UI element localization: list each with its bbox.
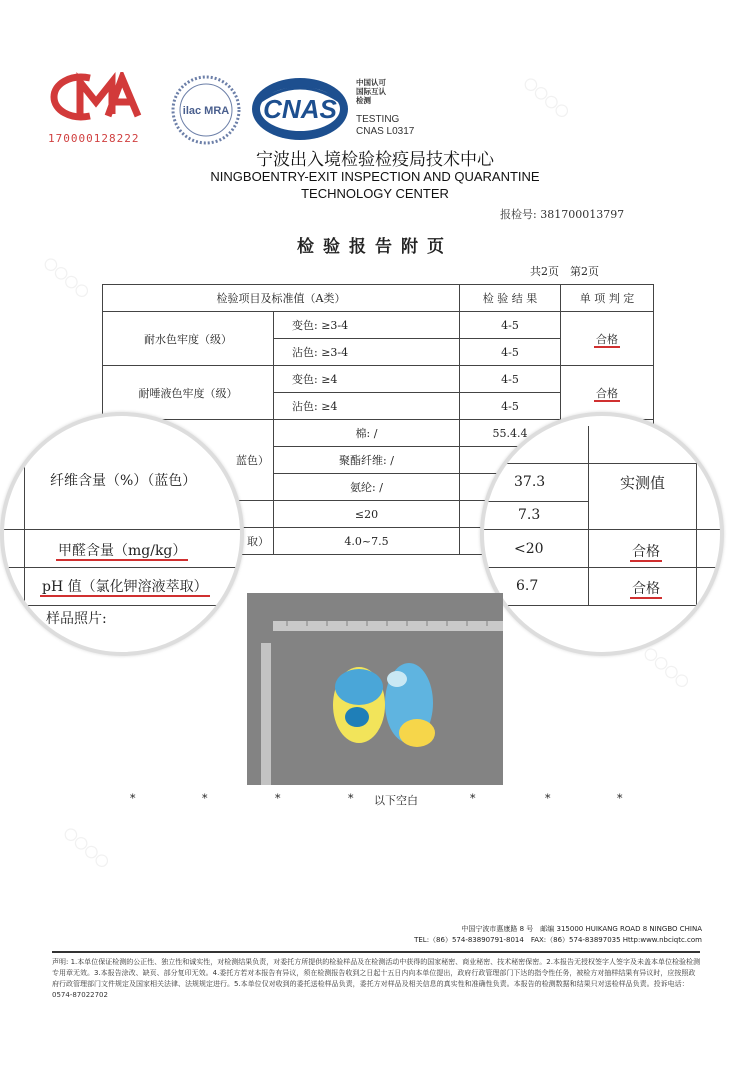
divider	[4, 605, 240, 606]
star-mark: *	[202, 792, 208, 805]
sample-photo-label: 样品照片:	[46, 611, 107, 627]
star-mark: *	[617, 792, 623, 805]
formaldehyde-label	[56, 540, 188, 560]
item-cell: 4.0~7.5	[274, 528, 460, 555]
contact-line: TEL:（86）574-83890791-8014 FAX:（86）574-83897035 Http:www.nbciqtc.com	[414, 936, 702, 944]
formaldehyde-text: 甲醛含量（mg/kg）	[58, 543, 187, 559]
divider	[484, 605, 720, 606]
cnas-en-line: TESTING	[356, 114, 400, 125]
divider	[484, 501, 588, 502]
fiber-value: 37.3	[514, 474, 546, 490]
magnifier-right	[480, 412, 724, 656]
footer-address	[380, 924, 702, 946]
ilac-mra-logo	[170, 74, 242, 146]
group-name: 耐唾液色牢度（级）	[103, 366, 274, 420]
table-row	[103, 312, 654, 339]
verdict-text: 合格	[596, 332, 618, 346]
result-cell: 55.4.4	[460, 420, 561, 447]
page-info: 共2页 第2页	[530, 265, 599, 278]
address-line: 中国宁波市惠康路 8 号 邮编 315000 HUIKANG ROAD 8 NINGBO CHINA	[461, 925, 702, 933]
table-row	[103, 366, 654, 393]
cnas-cn-line: 国际互认	[356, 87, 386, 96]
document-title: 检验报告附页	[297, 237, 453, 257]
fiber-fragment: 蓝色）	[236, 454, 269, 467]
verdict-text: 合格	[596, 386, 618, 400]
item-cell: 沾色: ≥4	[274, 393, 460, 420]
watermark: ◯◯◯◯	[61, 824, 112, 870]
svg-text:ilac MRA: ilac MRA	[182, 105, 230, 117]
ph-verdict	[630, 578, 662, 598]
org-name-cn: 宁波出入境检验检疫局技术中心	[256, 150, 494, 170]
formaldehyde-value: <20	[514, 541, 544, 557]
cma-logo	[50, 72, 142, 122]
sample-photo	[247, 593, 503, 785]
watermark: ◯◯◯◯	[41, 254, 92, 300]
star-mark: *	[348, 792, 354, 805]
divider	[484, 463, 720, 464]
divider	[4, 529, 240, 530]
ph-text: pH 值（氯化钾溶液萃取）	[42, 579, 208, 595]
org-name-en	[0, 168, 750, 202]
report-number: 报检号: 381700013797	[500, 208, 625, 221]
item-cell: 棉: /	[274, 420, 460, 447]
cma-number: 170000128222	[48, 132, 140, 145]
cnas-en-line: CNAS L0317	[356, 126, 415, 137]
divider	[484, 529, 720, 530]
header-result: 检 验 结 果	[460, 285, 561, 312]
item-cell: ≤20	[274, 501, 460, 528]
fiber-value: 7.3	[518, 507, 541, 523]
divider	[4, 567, 240, 568]
footer-divider	[52, 951, 700, 953]
cnas-logo	[250, 76, 350, 142]
cnas-chinese-text	[356, 78, 386, 105]
svg-text:CNAS: CNAS	[263, 94, 337, 124]
header-verdict: 单 项 判 定	[561, 285, 654, 312]
divider	[696, 426, 697, 606]
ph-fragment: 取）	[247, 535, 269, 548]
measured-label: 实测值	[620, 474, 666, 492]
formaldehyde-verdict	[630, 541, 662, 561]
org-name-en-line2: TECHNOLOGY CENTER	[301, 186, 449, 201]
footer-notice: 声明: 1.本单位保证检测的公正性、独立性和诚实性，对检测结果负责，对委托方所提供的检验样品及在检测活动中获得的国家秘密、商业秘密、技术秘密保密。2.本报告无授权签字人签字及未盖本单位检验检测专用章无效。3.本报告涂改、缺页、部分复印无效。4.委托方若对本报告有异议，须在检测报告收到之日起十五日内向本单位提出，政府行政管理部门下达的指令性任务，被检方对抽样结果有异议时，应按照政府行政管理部门文件规定及国家相关法律、法规规定进行。5.本单位仅对收到的委托送检样品负责，委托方对样品及相关信息的真实性和准确性负责。本报告的检测数据和结果只对送检样品负责。投诉电话：0574-87022702	[52, 958, 700, 999]
table-header-row	[103, 285, 654, 312]
watermark: ◯◯◯◯	[521, 74, 572, 120]
org-name-en-line1: NINGBOENTRY-EXIT INSPECTION AND QUARANTINE	[210, 169, 540, 184]
item-cell: 变色: ≥3-4	[274, 312, 460, 339]
item-cell: 聚酯纤维: /	[274, 447, 460, 474]
result-cell: 4-5	[460, 366, 561, 393]
magnifier-left	[0, 412, 244, 656]
divider	[484, 567, 720, 568]
ph-label	[40, 576, 210, 596]
result-cell: 4-5	[460, 312, 561, 339]
cnas-cn-line: 检测	[356, 96, 371, 105]
header-item: 检验项目及标准值（A类）	[103, 285, 460, 312]
star-mark: *	[130, 792, 136, 805]
item-cell: 变色: ≥4	[274, 366, 460, 393]
cnas-english-text	[356, 114, 414, 138]
blank-text: 以下空白	[374, 794, 418, 807]
watermark: ◯◯◯◯	[641, 644, 692, 690]
star-mark: *	[275, 792, 281, 805]
ph-verdict-text: 合格	[632, 581, 660, 597]
group-name: 耐水色牢度（级）	[103, 312, 274, 366]
cnas-cn-line: 中国认可	[356, 78, 386, 87]
divider	[588, 426, 589, 606]
item-cell: 沾色: ≥3-4	[274, 339, 460, 366]
ph-value: 6.7	[516, 578, 539, 594]
item-cell: 氨纶: /	[274, 474, 460, 501]
star-mark: *	[545, 792, 551, 805]
verdict-cell	[561, 312, 654, 366]
result-cell: 4-5	[460, 393, 561, 420]
divider	[24, 426, 25, 606]
fiber-label: 纤维含量（%）（蓝色）	[50, 473, 197, 489]
star-mark: *	[470, 792, 476, 805]
result-cell: 4-5	[460, 339, 561, 366]
formaldehyde-verdict-text: 合格	[632, 544, 660, 560]
